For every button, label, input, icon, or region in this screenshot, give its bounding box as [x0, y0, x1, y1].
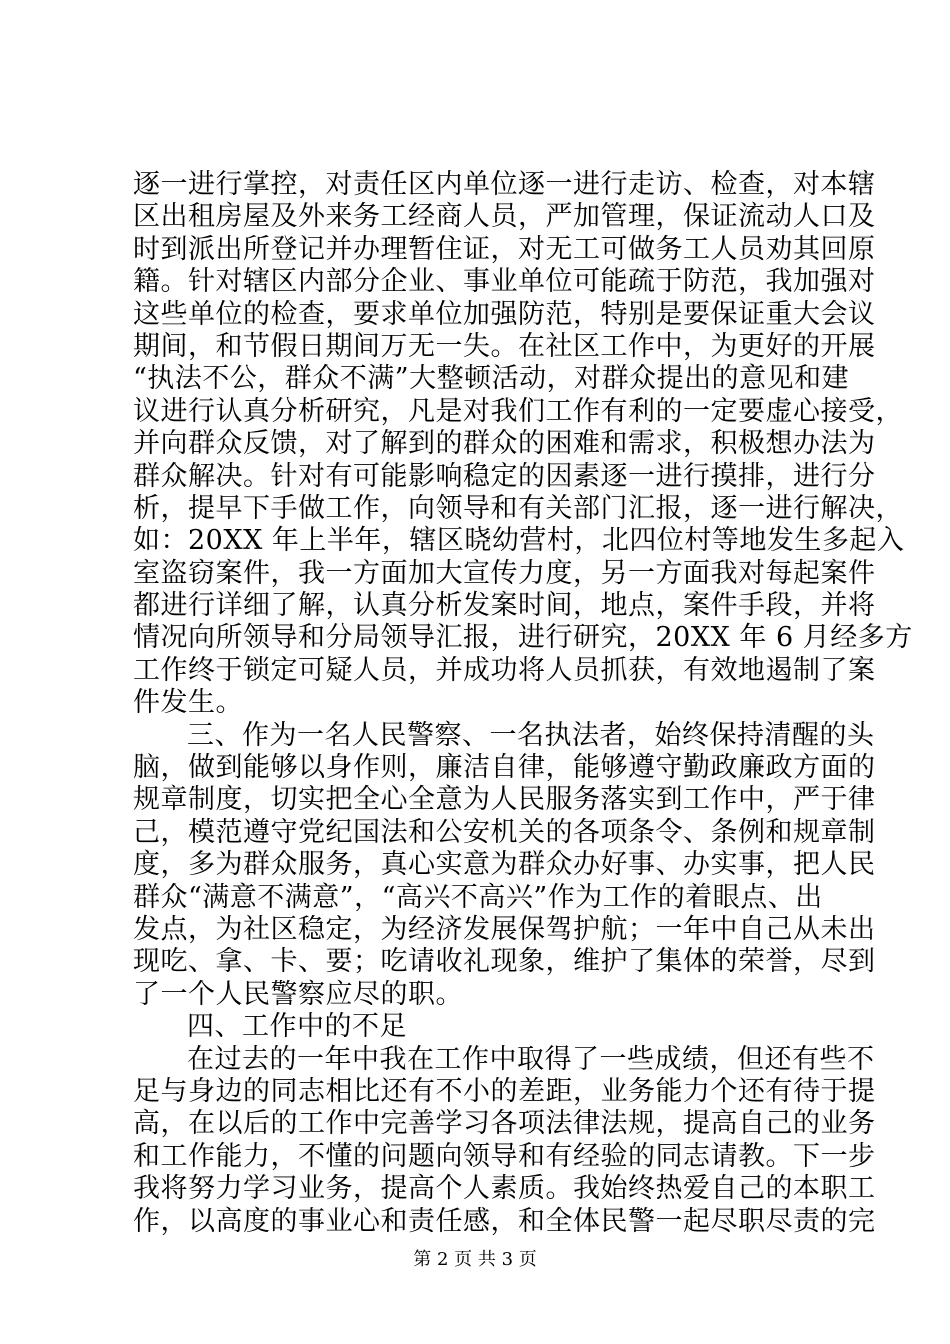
text-line: 都进行详细了解，认真分析发案时间，地点，案件手段，并将	[133, 590, 876, 622]
text-line: 和工作能力，不懂的问题向领导和有经验的同志请教。下一步	[133, 1140, 876, 1172]
text-line: 籍。针对辖区内部分企业、事业单位可能疏于防范，我加强对	[133, 266, 876, 298]
text-line: 室盗窃案件，我一方面加大宣传力度，另一方面我对每起案件	[133, 557, 876, 589]
text-line: 时到派出所登记并办理暂住证，对无工可做务工人员劝其回原	[133, 233, 876, 265]
text-line: 了一个人民警察应尽的职。	[133, 978, 463, 1010]
text-line: 己，模范遵守党纪国法和公安机关的各项条令、条例和规章制	[133, 816, 876, 848]
document-body	[133, 169, 913, 1238]
text-line: 期间，和节假日期间万无一失。在社区工作中，为更好的开展	[133, 330, 876, 362]
text-line: 并向群众反馈，对了解到的群众的困难和需求，积极想办法为	[133, 428, 876, 460]
text-line: 三、作为一名人民警察、一名执法者，始终保持清醒的头	[187, 719, 875, 751]
text-line: 高，在以后的工作中完善学习各项法律法规，提高自己的业务	[133, 1108, 876, 1140]
text-line: 逐一进行掌控，对责任区内单位逐一进行走访、检查，对本辖	[133, 169, 876, 200]
page-footer: 第 2 页 共 3 页	[413, 1249, 537, 1270]
text-line: 发点，为社区稳定，为经济发展保驾护航；一年中自己从未出	[133, 913, 876, 945]
text-line: 区出租房屋及外来务工经商人员，严加管理，保证流动人口及	[133, 201, 876, 233]
text-line: 件发生。	[133, 687, 243, 719]
text-line: 析，提早下手做工作，向领导和有关部门汇报，逐一进行解决，	[133, 492, 903, 524]
text-line: 四、工作中的不足	[187, 1011, 407, 1043]
text-line: 情况向所领导和分局领导汇报，进行研究，20XX 年 6 月经多方	[133, 622, 913, 654]
text-line: 度，多为群众服务，真心实意为群众办好事、办实事，把人民	[133, 849, 876, 881]
text-line: 群众“满意不满意”，“高兴不高兴”作为工作的着眼点、出	[133, 881, 823, 913]
text-line: 作，以高度的事业心和责任感，和全体民警一起尽职尽责的完	[133, 1205, 876, 1237]
text-line: 如：20XX 年上半年，辖区晓幼营村，北四位村等地发生多起入	[133, 525, 905, 557]
text-line: 规章制度，切实把全心全意为人民服务落实到工作中，严于律	[133, 784, 876, 816]
text-line: “执法不公，群众不满”大整顿活动，对群众提出的意见和建	[133, 363, 850, 395]
text-line: 脑，做到能够以身作则，廉洁自律，能够遵守勤政廉政方面的	[133, 752, 876, 784]
text-line: 足与身边的同志相比还有不小的差距，业务能力个还有待于提	[133, 1075, 876, 1107]
text-line: 群众解决。针对有可能影响稳定的因素逐一进行摸排，进行分	[133, 460, 876, 492]
text-line: 现吃、拿、卡、要；吃请收礼现象，维护了集体的荣誉，尽到	[133, 946, 876, 978]
text-line: 我将努力学习业务，提高个人素质。我始终热爱自己的本职工	[133, 1173, 876, 1205]
text-line: 议进行认真分析研究，凡是对我们工作有利的一定要虚心接受，	[133, 395, 903, 427]
text-line: 在过去的一年中我在工作中取得了一些成绩，但还有些不	[187, 1043, 875, 1075]
text-line: 这些单位的检查，要求单位加强防范，特别是要保证重大会议	[133, 298, 876, 330]
text-line: 工作终于锁定可疑人员，并成功将人员抓获，有效地遏制了案	[133, 654, 876, 686]
